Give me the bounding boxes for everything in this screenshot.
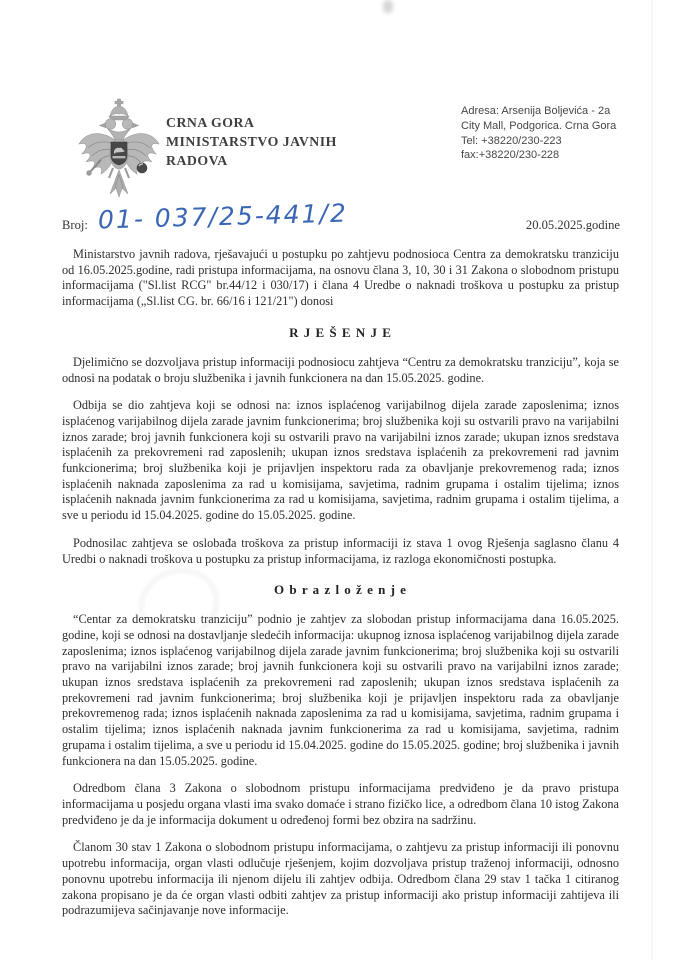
scan-artifact-line: [651, 0, 653, 960]
explanation-paragraph: Članom 30 stav 1 Zakona o slobodnom pristupu informacijama, o zahtjevu za pristup informaciji ili ponovnu upotrebu informacija, organ vlasti odlučuje rješenjem, kojim dozvoljava pristup traženoj informaciji, odnosno ponovnu upotrebu informacija ili njenom dijelu ili zahtjev odbija. Odredbom člana 29 stav 1 tačka 1 citiranog zakona propisano je da će organ vlasti odbiti zahtjev za pristup informaciji ako pristup informaciji zahtijeva ili podrazumijeva sačinjavanje nove informacije.: [62, 840, 619, 918]
decision-paragraph: Podnosilac zahtjeva se oslobađa troškova za pristup informaciji iz stava 1 ovog Rješenja saglasno članu 4 Uredbi o naknadi troškova u postupku za pristup informacijama, iz razloga ekonomičnosti postupka.: [62, 535, 619, 566]
address-line2: City Mall, Podgorica. Crna Gora: [461, 119, 617, 132]
heading-rjesenje: R J E Š E N J E: [289, 324, 392, 340]
reference-row: [62, 198, 620, 246]
reference-number-label: Broj:: [62, 218, 88, 232]
handwritten-reference-number: 01- 037/25-441/2: [97, 198, 349, 235]
intro-paragraph: Ministarstvo javnih radova, rješavajući u postupku po zahtjevu podnosioca Centra za demokratsku tranziciju od 16.05.2025.godine, radi pristupa informacijama, na osnovu člana 3, 10, 30 i 31 Zakona o slobodnom pristupu informacijama ("Sl.list RCG" br.44/12 i 030/17) i člana 4 Uredbe o naknadi troškova u postupku za pristup informacijama („Sl.list CG. br. 66/16 i 121/21") donosi: [62, 247, 619, 309]
ministry-title-block: [166, 113, 337, 170]
ministry-name-line: MINISTARSTVO JAVNIH: [166, 134, 337, 149]
montenegro-coat-of-arms-icon: [76, 98, 162, 204]
scan-artifact-smudge: [383, 0, 393, 13]
decision-paragraph: Djelimično se dozvoljava pristup informaciji podnosiocu zahtjeva “Centru za demokratsku tranziciju”, koja se odnosi na podatak o broju službenika i javnih funkcionera na dan 15.05.2025. godine.: [62, 354, 619, 385]
document-date: 20.05.2025.godine: [525, 218, 620, 232]
document-body: [62, 247, 619, 931]
decision-paragraph: Odbija se dio zahtjeva koji se odnosi na: iznos isplaćenog varijabilnog dijela zarade zaposlenima; iznos isplaćenog varijabilnog dijela zarade javnim funkcionerima; broj službenika koji su ostvarili pravo na varijabilni iznos zarade; broj javnih funkcionera koji su ostvarili pravo na varijabilni iznos zarade; ukupan iznos sredstava isplaćenih za prekovremeni rad zaposlenih; ukupan iznos sredstava isplaćenih za prekovremeni rad javnim funkcionerima; broj službenika koji je prijavljen inspektoru rada za obavljanje prekovremenog rada; iznos isplaćenih naknada zaposlenima za rad u komisijama, savjetima, radnim grupama i ostalim tijelima; iznos isplaćenih naknada javnim funkcionerima za rad u komisijama, savjetima, radnim grupama i ostalim tijelima, a sve u periodu id 15.04.2025. godine do 15.05.2025. godine.: [62, 398, 619, 523]
address-line: Adresa: Arsenija Boljevića - 2a: [461, 105, 611, 117]
ministry-name-line2: RADOVA: [166, 153, 228, 168]
heading-obrazlozenje: O b r a z l o ž e n j e: [274, 582, 407, 598]
fax-line: fax:+38220/230-228: [461, 149, 560, 162]
phone-line: Tel: +38220/230-223: [461, 134, 562, 147]
contact-block: [461, 104, 616, 163]
explanation-paragraph: “Centar za demokratsku tranziciju” podnio je zahtjev za slobodan pristup informacijama dana 16.05.2025. godine, koji se odnosi na dostavljanje sledećih informacija: ukupnog iznosa isplaćenog varijabilnog dijela zarade zaposlenima; iznos isplaćenog varijabilnog dijela zarade javnim funkcionerima; broj službenika koji su ostvarili pravo na varijabilni iznos zarade; broj javnih funkcionera koji su ostvarili pravo na varijabilni iznos zarade; ukupan iznos sredstava isplaćenih za prekovremeni rad zaposlenih; ukupan iznos sredstava isplaćenih za prekovremeni rad javnim funkcionerima; broj službenika koji je prijavljen inspektoru rada za obavljanje prekovremenog rada; iznos isplaćenih naknada zaposlenima za rad u komisijama, savjetima, radnim grupama i ostalim tijelima; iznos isplaćenih naknada javnim funkcionerima za rad u komisijama, savjetima, radnim grupama i ostalim tijelima, a sve u periodu id 15.04.2025. godine do 15.05.2025. godine; broj službenika i javnih funkcionera na dan 15.05.2025. godine.: [62, 612, 619, 768]
country-name: CRNA GORA: [166, 115, 255, 130]
explanation-paragraph: Odredbom člana 3 Zakona o slobodnom pristupu informacijama predviđeno je da pravo pristupa informacijama u posjedu organa vlasti ima svako domaće i strano fizičko lice, a odredbom člana 10 istog Zakona predviđeno je da je informacija dokument u određenoj formi bez obzira na sadržinu.: [62, 781, 619, 827]
